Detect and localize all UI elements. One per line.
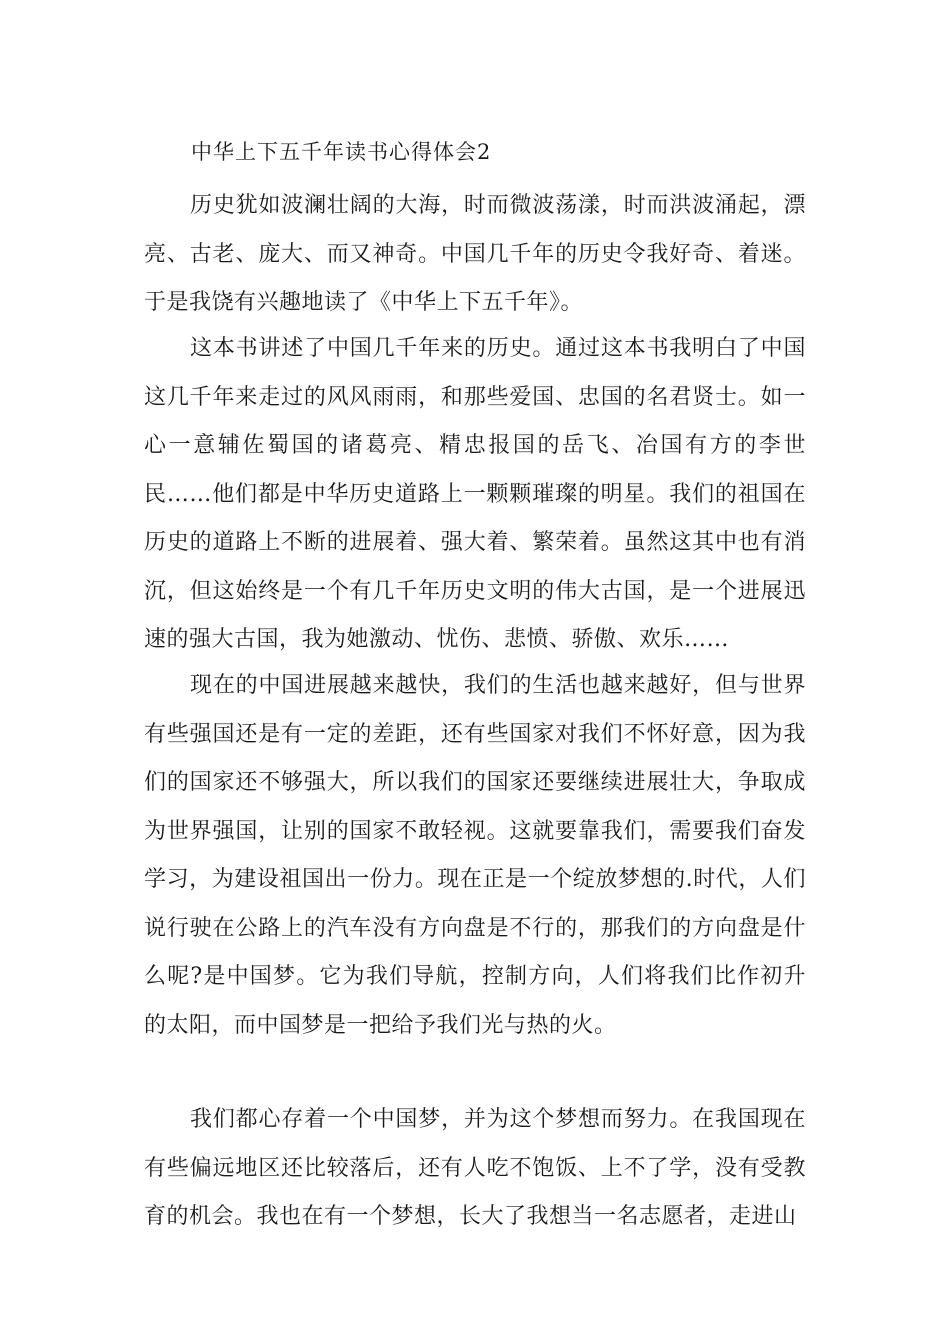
paragraph-4: 我们都心存着一个中国梦，并为这个梦想而努力。在我国现在有些偏远地区还比较落后，还有人吃不饱饭、上不了学，没有受教育的机会。我也在有一个梦想，长大了我想当一名志愿者，走进山 <box>144 1107 806 1229</box>
paragraph-2: 这本书讲述了中国几千年来的历史。通过这本书我明白了中国这几千年来走过的风风雨雨，和那些爱国、忠国的名君贤士。如一心一意辅佐蜀国的诸葛亮、精忠报国的岳飞、冶国有方的李世民……他们都是中华历史道路上一颗颗璀璨的明星。我们的祖国在历史的道路上不断的进展着、强大着、繁荣着。虽然这其中也有消沉，但这始终是一个有几千年历史文明的伟大古国，是一个进展迅速的强大古国，我为她激动、忧伤、悲愤、骄傲、欢乐…… <box>144 336 806 652</box>
paragraph-1: 历史犹如波澜壮阔的大海，时而微波荡漾，时而洪波涌起，漂亮、古老、庞大、而又神奇。中国几千年的历史令我好奇、着迷。于是我饶有兴趣地读了《中华上下五千年》。 <box>144 193 806 315</box>
paragraph-3: 现在的中国进展越来越快，我们的生活也越来越好，但与世界有些强国还是有一定的差距，还有些国家对我们不怀好意，因为我们的国家还不够强大，所以我们的国家还要继续进展壮大，争取成为世界强国，让别的国家不敢轻视。这就要靠我们，需要我们奋发学习，为建设祖国出一份力。现在正是一个绽放梦想的.时代，人们说行驶在公路上的汽车没有方向盘是不行的，那我们的方向盘是什么呢?是中国梦。它为我们导航，控制方向，人们将我们比作初升的太阳，而中国梦是一把给予我们光与热的火。 <box>144 673 806 1038</box>
document-title: 中华上下五千年读书心得体会2 <box>191 140 492 164</box>
